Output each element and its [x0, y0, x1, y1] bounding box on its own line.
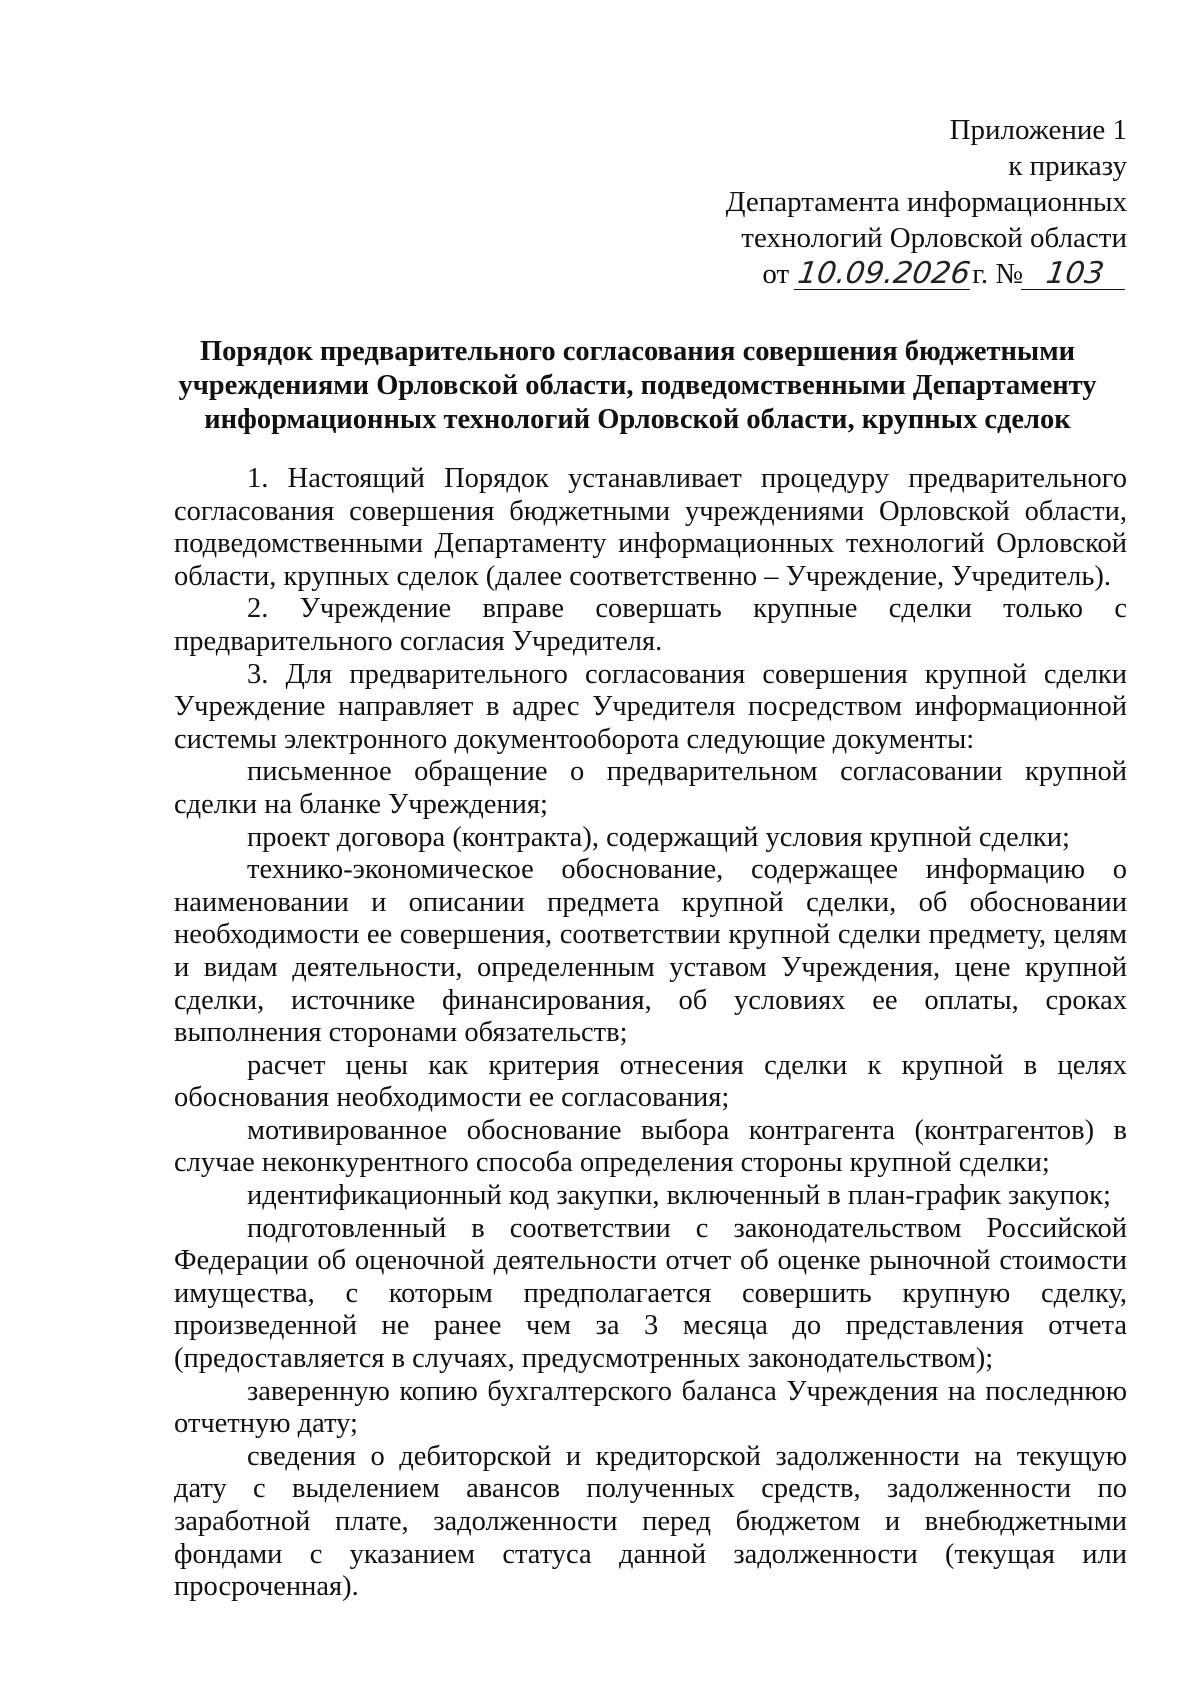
list-item-balance-sheet: заверенную копию бухгалтерского баланса Учреждения на последнюю отчетную дату;	[174, 1375, 1127, 1440]
list-item-appeal: письменное обращение о предварительном согласовании крупной сделки на бланке Учреждения;	[174, 756, 1127, 820]
list-item-debt-info: сведения о дебиторской и кредиторской задолженности на текущую дату с выделением авансов полученных средств, задолженности по заработной плате, задолженности перед бюджетом и внебюджетными фондами с указанием статуса данной задолженности (текущая или просроченная).	[174, 1440, 1127, 1603]
title-line-1: Порядок предварительного согласования совершения бюджетными	[199, 336, 1076, 367]
handwritten-date: 10.09.2026	[796, 256, 973, 291]
list-item-price-calculation: расчет цены как критерия отнесения сделки к крупной в целях обоснования необходимости ее согласования;	[174, 1049, 1127, 1114]
paragraph-3: 3. Для предварительного согласования совершения крупной сделки Учреждение направляет в адрес Учредителя посредством информационной системы электронного документооборота следующие документы:	[174, 658, 1127, 755]
number-label: №	[995, 258, 1023, 290]
document-title	[150, 335, 1125, 437]
list-item-contractor-justification: мотивированное обоснование выбора контрагента (контрагентов) в случае неконкурентного способа определения стороны крупной сделки;	[174, 1114, 1127, 1179]
appendix-line-1: Приложение 1	[949, 114, 1127, 146]
list-item-procurement-code: идентификационный код закупки, включенный в план-график закупок;	[247, 1180, 1111, 1212]
from-label: от	[762, 258, 790, 290]
list-item-valuation-report: подготовленный в соответствии с законодательством Российской Федерации об оценочной деятельности отчет об оценке рыночной стоимости имущества, с которым предполагается совершить крупную сделку, произведенной не ранее чем за 3 месяца до представления отчета (предоставляется в случаях, предусмотренных законодательством);	[174, 1212, 1127, 1375]
document-body	[174, 463, 1127, 1604]
list-item-feasibility-study: технико-экономическое обоснование, содержащее информацию о наименовании и описании предмета крупной сделки, об обосновании необходимости ее совершения, соответствии крупной сделки предмету, целям и видам деятельности, определенным уставом Учреждения, цене крупной сделки, источнике финансирования, об условиях ее оплаты, сроках выполнения сторонами обязательств;	[174, 854, 1127, 1049]
appendix-line-4: технологий Орловской области	[741, 222, 1127, 254]
paragraph-2: 2. Учреждение вправе совершать крупные сделки только с предварительного согласия Учредителя.	[174, 593, 1127, 657]
list-item-contract-draft: проект договора (контракта), содержащий условия крупной сделки;	[247, 821, 1070, 853]
appendix-block	[726, 112, 1127, 292]
year-suffix: г.	[972, 258, 989, 290]
title-line-2: учреждениями Орловской области, подведомственными Департаменту	[178, 370, 1097, 401]
paragraph-1: 1. Настоящий Порядок устанавливает процедуру предварительного согласования совершения бюджетными учреждениями Орловской области, подведомственными Департаменту информационных технологий Орловской области, крупных сделок (далее соответственно – Учреждение, Учредитель).	[174, 463, 1127, 592]
appendix-line-3: Департамента информационных	[725, 186, 1127, 218]
appendix-date-number-line	[726, 256, 1127, 292]
appendix-line-2: к приказу	[1008, 150, 1127, 182]
title-line-3: информационных технологий Орловской области, крупных сделок	[204, 404, 1071, 435]
handwritten-number: 103	[1021, 259, 1129, 290]
